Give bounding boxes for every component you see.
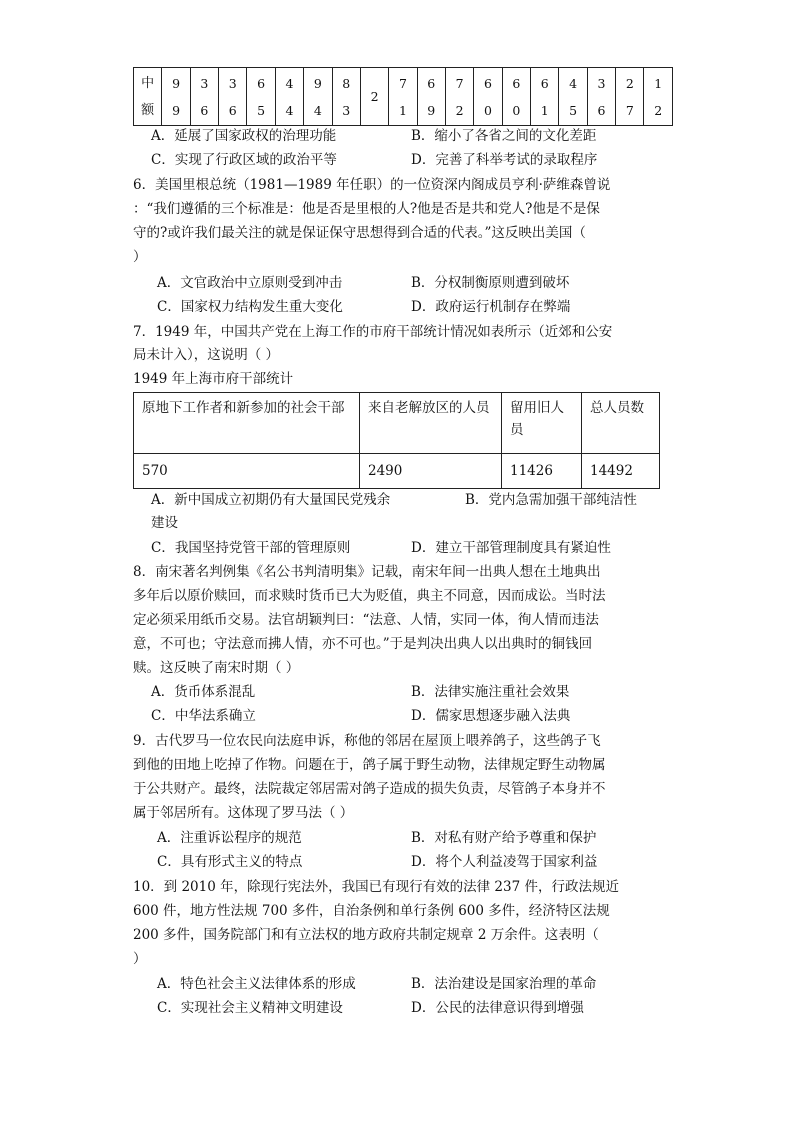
q8-line: 意，不可也；守法意而拂人情，亦不可也。”于是判决出典人以出典时的铜钱回 [133, 636, 593, 652]
q8-option-a: A．货币体系混乱 [151, 684, 256, 700]
q6-option-d: D．政府运行机制存在弊端 [411, 299, 571, 315]
quota-cell: 9 9 [162, 68, 190, 126]
q9-option-a: A．注重诉讼程序的规范 [157, 830, 302, 846]
q8-option-d: D．儒家思想逐步融入法典 [411, 708, 571, 724]
q10-option-a: A．特色社会主义法律体系的形成 [157, 976, 356, 992]
q7-line: 7．1949 年，中国共产党在上海工作的市府干部统计情况如表所示（近郊和公安 [133, 324, 613, 340]
q10-line: 600 件，地方性法规 700 多件，自治条例和单行条例 600 多件，经济特区法规 [133, 903, 610, 919]
q8-line: 赎。这反映了南宋时期（ ） [133, 660, 300, 676]
table-cell: 11426 [502, 454, 582, 489]
quota-cell: 3 6 [190, 68, 218, 126]
quota-cell: 6 5 [247, 68, 275, 126]
q10-line: ） [133, 951, 147, 967]
quota-cell: 3 6 [587, 68, 615, 126]
table-header-cell: 总人员数 [582, 393, 660, 454]
q7-option-c: C．我国坚持党管干部的管理原则 [151, 540, 351, 556]
quota-cell: 4 5 [559, 68, 587, 126]
q9-option-d: D．将个人利益凌驾于国家利益 [411, 854, 598, 870]
quota-table [133, 67, 673, 126]
quota-cell: 1 2 [644, 68, 673, 126]
table-header-cell: 原地下工作者和新参加的社会干部 [134, 393, 360, 454]
quota-row [134, 68, 673, 126]
quota-cell: 7 2 [445, 68, 473, 126]
q5-option-d: D．完善了科举考试的录取程序 [411, 152, 598, 168]
quota-header-cell: 中 额 [134, 68, 162, 126]
quota-cell: 6 0 [474, 68, 502, 126]
quota-cell: 8 3 [332, 68, 360, 126]
table-cell: 570 [134, 454, 360, 489]
quota-cell: 4 4 [275, 68, 303, 126]
quota-cell: 2 [360, 68, 388, 126]
table-cell: 14492 [582, 454, 660, 489]
q8-line: 8．南宋著名判例集《名公书判清明集》记载，南宋年间一出典人想在土地典出 [133, 564, 601, 580]
quota-cell: 9 4 [304, 68, 332, 126]
q10-line: 10．到 2010 年，除现行宪法外，我国已有现行有效的法律 237 件，行政法规近 [133, 879, 619, 895]
table-header-row [134, 393, 660, 454]
q7-option-a: A．新中国成立初期仍有大量国民党残余 [151, 492, 391, 508]
table-cell: 2490 [360, 454, 502, 489]
q5-option-b: B．缩小了各省之间的文化差距 [411, 128, 597, 144]
q10-option-c: C．实现社会主义精神文明建设 [157, 1000, 343, 1016]
q7-option-d: D．建立干部管理制度具有紧迫性 [411, 540, 611, 556]
q9-option-c: C．具有形式主义的特点 [157, 854, 303, 870]
q6-line: ：“我们遵循的三个标准是：他是否是里根的人?他是否是共和党人?他是不是保 [133, 201, 600, 217]
quota-cell: 3 6 [219, 68, 247, 126]
table-row [134, 454, 660, 489]
quota-cell: 6 9 [417, 68, 445, 126]
q7-option-b: B．党内急需加强干部纯洁性 [465, 492, 637, 508]
q9-line: 属于邻居所有。这体现了罗马法（ ） [133, 805, 354, 821]
table-header-cell: 来自老解放区的人员 [360, 393, 502, 454]
q9-option-b: B．对私有财产给予尊重和保护 [411, 830, 597, 846]
q7-line: 局未计入），这说明（ ） [133, 347, 280, 363]
table-header-cell: 留用旧人员 [502, 393, 582, 454]
q8-option-b: B．法律实施注重社会效果 [411, 684, 570, 700]
q10-line: 200 多件，国务院部门和有立法权的地方政府共制定规章 2 万余件。这表明（ [133, 927, 599, 943]
q6-line: ） [133, 249, 147, 265]
q7-table-title: 1949 年上海市府干部统计 [133, 371, 294, 387]
quota-cell: 6 1 [531, 68, 559, 126]
quota-cell: 2 7 [616, 68, 644, 126]
cadre-statistics-table [133, 392, 660, 489]
q6-option-c: C．国家权力结构发生重大变化 [157, 299, 343, 315]
q9-line: 于公共财产。最终，法院裁定邻居需对鸽子造成的损失负责，尽管鸽子本身并不 [133, 781, 606, 797]
q10-option-b: B．法治建设是国家治理的革命 [411, 976, 597, 992]
q9-line: 到他的田地上吃掉了作物。问题在于，鸽子属于野生动物，法律规定野生动物属 [133, 757, 606, 773]
q7-option-b-continued: 建设 [151, 515, 178, 531]
q8-option-c: C．中华法系确立 [151, 708, 256, 724]
quota-cell: 7 1 [389, 68, 417, 126]
q8-line: 定必须采用纸币交易。法官胡颖判曰：“法意、人情，实同一体，徇人情而违法 [133, 612, 599, 628]
q6-option-a: A．文官政治中立原则受到冲击 [157, 275, 343, 291]
q5-option-c: C．实现了行政区域的政治平等 [151, 152, 337, 168]
q8-line: 多年后以原价赎回，而求赎时货币已大为贬值，典主不同意，因而成讼。当时法 [133, 588, 606, 604]
quota-cell: 6 0 [502, 68, 530, 126]
q10-option-d: D．公民的法律意识得到增强 [411, 1000, 584, 1016]
q6-line: 6．美国里根总统（1981—1989 年任职）的一位资深内阁成员亨利·萨维森曾说 [133, 177, 611, 193]
q9-line: 9．古代罗马一位农民向法庭申诉，称他的邻居在屋顶上喂养鸽子，这些鸽子飞 [133, 733, 601, 749]
q5-option-a: A．延展了国家政权的治理功能 [151, 128, 337, 144]
q6-line: 守的?或许我们最关注的就是保证保守思想得到合适的代表。”这反映出美国（ [133, 225, 586, 241]
q6-option-b: B．分权制衡原则遭到破坏 [411, 275, 570, 291]
